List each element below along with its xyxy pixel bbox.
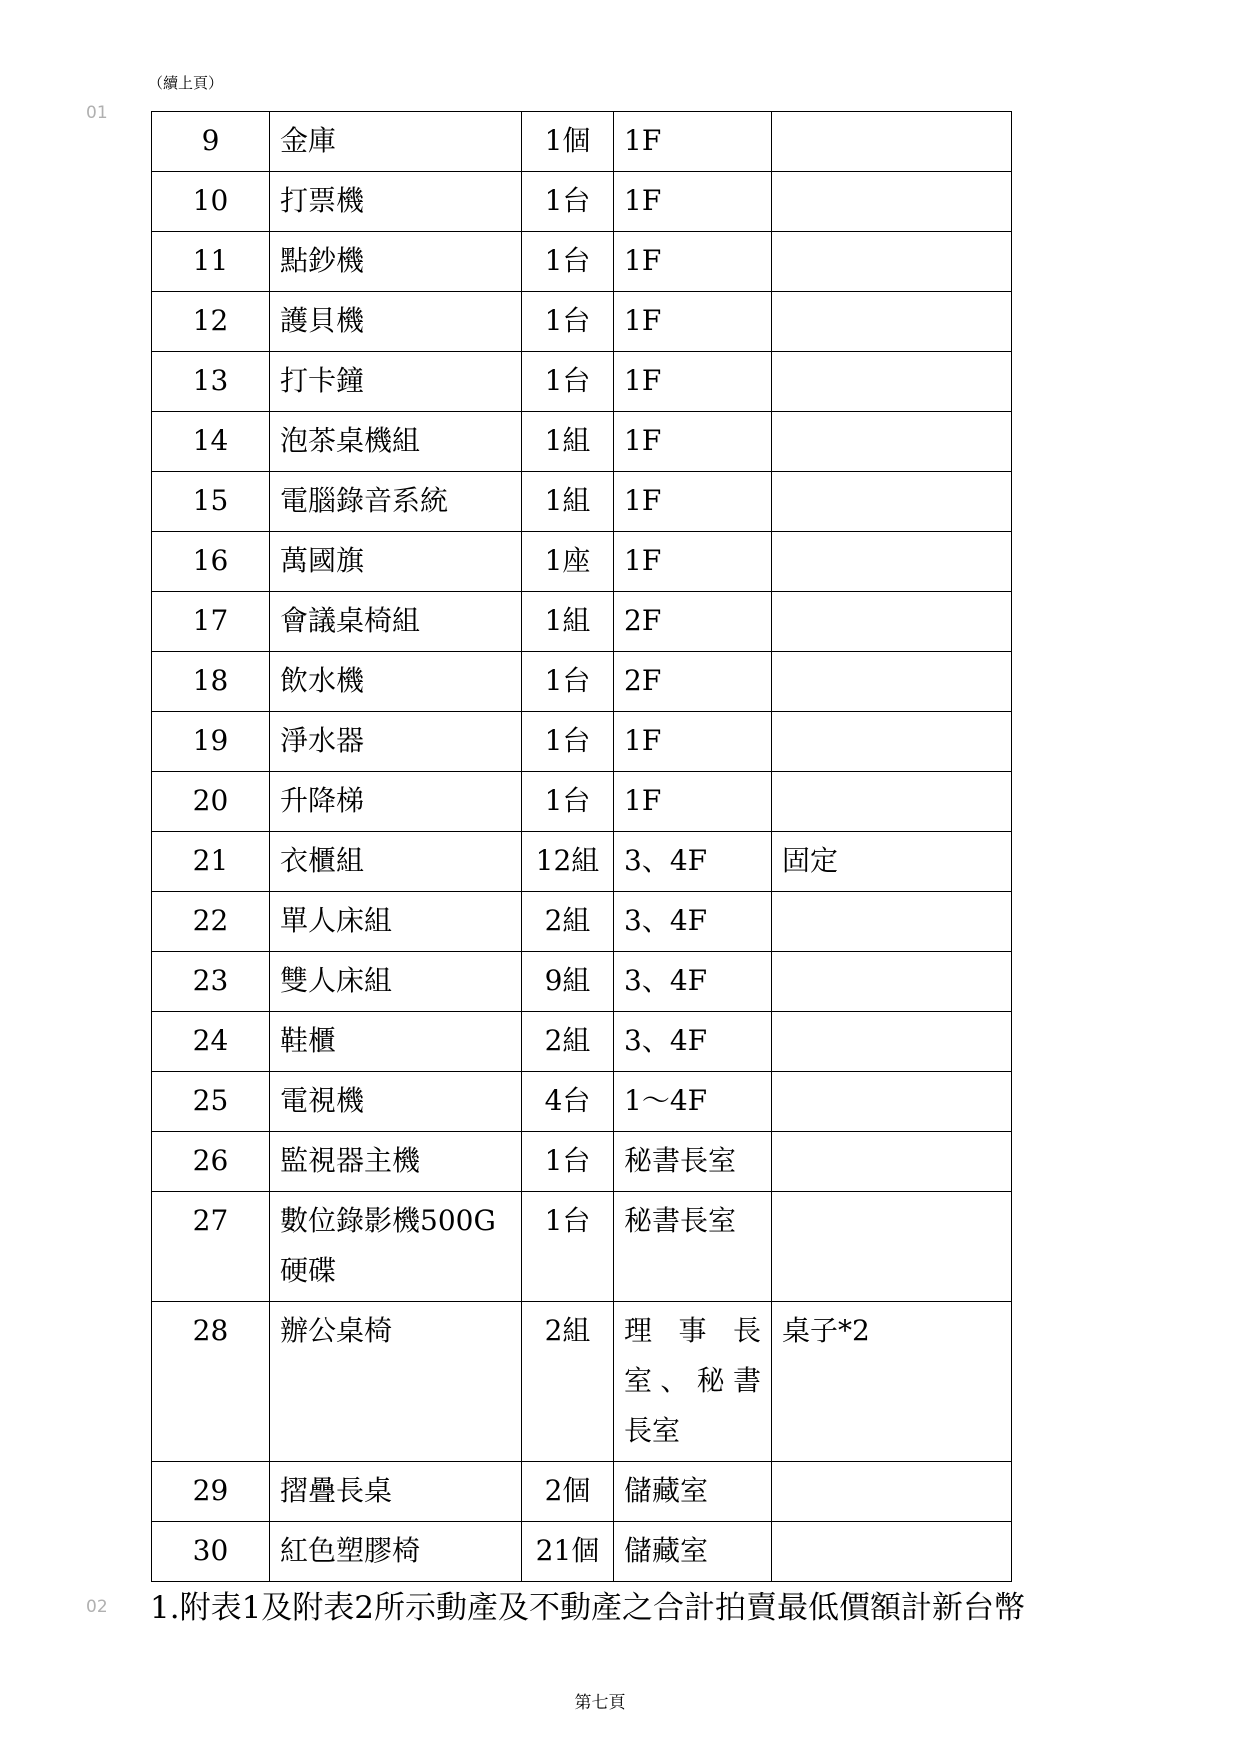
item-name-cell: 萬國旗 (270, 532, 522, 592)
table-row (152, 1012, 1012, 1072)
item-note-cell (772, 1462, 1012, 1522)
item-location-cell: 3、4F (614, 952, 772, 1012)
inventory-table-body (152, 112, 1012, 1582)
item-number-cell: 19 (152, 712, 270, 772)
item-quantity-cell: 1台 (522, 652, 614, 712)
item-number-cell: 24 (152, 1012, 270, 1072)
item-location-cell: 儲藏室 (614, 1522, 772, 1582)
item-quantity-cell: 4台 (522, 1072, 614, 1132)
item-note-cell (772, 892, 1012, 952)
item-quantity-cell: 1台 (522, 772, 614, 832)
item-name-cell: 金庫 (270, 112, 522, 172)
page-number: 第七頁 (574, 1693, 626, 1713)
item-number-cell: 26 (152, 1132, 270, 1192)
item-name-cell: 泡茶桌機組 (270, 412, 522, 472)
item-quantity-cell: 1台 (522, 1132, 614, 1192)
item-note-cell (772, 712, 1012, 772)
item-number-cell: 23 (152, 952, 270, 1012)
item-note-cell (772, 772, 1012, 832)
item-number-cell: 18 (152, 652, 270, 712)
item-name-cell: 辦公桌椅 (270, 1302, 522, 1462)
item-number-cell: 25 (152, 1072, 270, 1132)
item-location-cell: 1F (614, 412, 772, 472)
item-note-cell (772, 352, 1012, 412)
item-number-cell: 15 (152, 472, 270, 532)
table-row (152, 892, 1012, 952)
item-note-cell (772, 652, 1012, 712)
inventory-table (151, 111, 1012, 1582)
item-quantity-cell: 1台 (522, 352, 614, 412)
item-number-cell: 29 (152, 1462, 270, 1522)
item-quantity-cell: 1組 (522, 412, 614, 472)
item-location-cell: 1F (614, 712, 772, 772)
item-quantity-cell: 1台 (522, 1192, 614, 1302)
table-row (152, 352, 1012, 412)
item-name-cell: 雙人床組 (270, 952, 522, 1012)
item-note-cell: 桌子*2 (772, 1302, 1012, 1462)
item-location-cell: 1F (614, 532, 772, 592)
item-location-cell: 1F (614, 172, 772, 232)
line-number-02: 02 (86, 1597, 108, 1617)
item-quantity-cell: 1台 (522, 712, 614, 772)
item-note-cell (772, 172, 1012, 232)
item-number-cell: 9 (152, 112, 270, 172)
item-location-cell: 儲藏室 (614, 1462, 772, 1522)
item-number-cell: 22 (152, 892, 270, 952)
item-name-cell: 監視器主機 (270, 1132, 522, 1192)
table-row (152, 652, 1012, 712)
item-quantity-cell: 21個 (522, 1522, 614, 1582)
item-number-cell: 21 (152, 832, 270, 892)
item-name-cell: 單人床組 (270, 892, 522, 952)
item-number-cell: 30 (152, 1522, 270, 1582)
item-note-cell (772, 1012, 1012, 1072)
table-row (152, 592, 1012, 652)
item-note-cell (772, 292, 1012, 352)
item-name-cell: 打卡鐘 (270, 352, 522, 412)
table-row (152, 112, 1012, 172)
item-name-cell: 升降梯 (270, 772, 522, 832)
item-name-cell: 淨水器 (270, 712, 522, 772)
table-row (152, 232, 1012, 292)
footnote-text: 1.附表1及附表2所示動產及不動產之合計拍賣最低價額計新台幣 (150, 1590, 1026, 1626)
item-note-cell (772, 532, 1012, 592)
item-location-cell: 秘書長室 (614, 1192, 772, 1302)
table-row (152, 772, 1012, 832)
item-note-cell (772, 1132, 1012, 1192)
table-row (152, 532, 1012, 592)
item-note-cell (772, 232, 1012, 292)
item-name-cell: 紅色塑膠椅 (270, 1522, 522, 1582)
item-name-cell: 打票機 (270, 172, 522, 232)
table-row (152, 1302, 1012, 1462)
item-quantity-cell: 1台 (522, 292, 614, 352)
item-number-cell: 20 (152, 772, 270, 832)
item-name-cell: 飲水機 (270, 652, 522, 712)
item-quantity-cell: 2個 (522, 1462, 614, 1522)
item-quantity-cell: 1組 (522, 592, 614, 652)
item-note-cell (772, 1072, 1012, 1132)
item-name-cell: 衣櫃組 (270, 832, 522, 892)
table-row (152, 1522, 1012, 1582)
item-name-cell: 會議桌椅組 (270, 592, 522, 652)
line-number-01: 01 (86, 103, 108, 123)
item-location-cell: 理事長室、秘書長室 (614, 1302, 772, 1462)
table-row (152, 832, 1012, 892)
table-row (152, 292, 1012, 352)
item-name-cell: 電視機 (270, 1072, 522, 1132)
item-note-cell (772, 952, 1012, 1012)
table-row (152, 1132, 1012, 1192)
item-location-cell: 2F (614, 652, 772, 712)
item-location-cell: 1F (614, 112, 772, 172)
item-note-cell (772, 112, 1012, 172)
item-location-cell: 1F (614, 232, 772, 292)
item-number-cell: 10 (152, 172, 270, 232)
item-name-cell: 電腦錄音系統 (270, 472, 522, 532)
item-note-cell (772, 1192, 1012, 1302)
item-name-cell: 點鈔機 (270, 232, 522, 292)
item-number-cell: 17 (152, 592, 270, 652)
item-location-cell: 3、4F (614, 832, 772, 892)
table-row (152, 172, 1012, 232)
item-name-cell: 鞋櫃 (270, 1012, 522, 1072)
item-location-cell: 秘書長室 (614, 1132, 772, 1192)
item-number-cell: 13 (152, 352, 270, 412)
item-quantity-cell: 12組 (522, 832, 614, 892)
item-quantity-cell: 1台 (522, 172, 614, 232)
item-location-cell: 2F (614, 592, 772, 652)
item-number-cell: 27 (152, 1192, 270, 1302)
item-quantity-cell: 1組 (522, 472, 614, 532)
item-name-cell: 數位錄影機500G硬碟 (270, 1192, 522, 1302)
item-location-cell: 1F (614, 292, 772, 352)
item-quantity-cell: 9組 (522, 952, 614, 1012)
item-number-cell: 12 (152, 292, 270, 352)
item-note-cell (772, 412, 1012, 472)
table-row (152, 1462, 1012, 1522)
table-row (152, 712, 1012, 772)
table-row (152, 1072, 1012, 1132)
item-note-cell (772, 1522, 1012, 1582)
item-number-cell: 14 (152, 412, 270, 472)
item-quantity-cell: 1個 (522, 112, 614, 172)
table-row (152, 1192, 1012, 1302)
item-note-cell: 固定 (772, 832, 1012, 892)
item-location-cell: 3、4F (614, 1012, 772, 1072)
item-note-cell (772, 592, 1012, 652)
item-quantity-cell: 2組 (522, 1302, 614, 1462)
table-row (152, 472, 1012, 532)
item-quantity-cell: 1座 (522, 532, 614, 592)
item-quantity-cell: 2組 (522, 892, 614, 952)
item-number-cell: 28 (152, 1302, 270, 1462)
item-number-cell: 16 (152, 532, 270, 592)
item-location-cell: 3、4F (614, 892, 772, 952)
item-location-cell: 1F (614, 472, 772, 532)
item-number-cell: 11 (152, 232, 270, 292)
item-location-cell: 1F (614, 772, 772, 832)
table-row (152, 952, 1012, 1012)
item-name-cell: 護貝機 (270, 292, 522, 352)
table-row (152, 412, 1012, 472)
item-location-cell: 1F (614, 352, 772, 412)
item-quantity-cell: 2組 (522, 1012, 614, 1072)
continued-label: （續上頁） (148, 74, 224, 92)
item-name-cell: 摺疊長桌 (270, 1462, 522, 1522)
item-quantity-cell: 1台 (522, 232, 614, 292)
item-location-cell: 1～4F (614, 1072, 772, 1132)
item-note-cell (772, 472, 1012, 532)
